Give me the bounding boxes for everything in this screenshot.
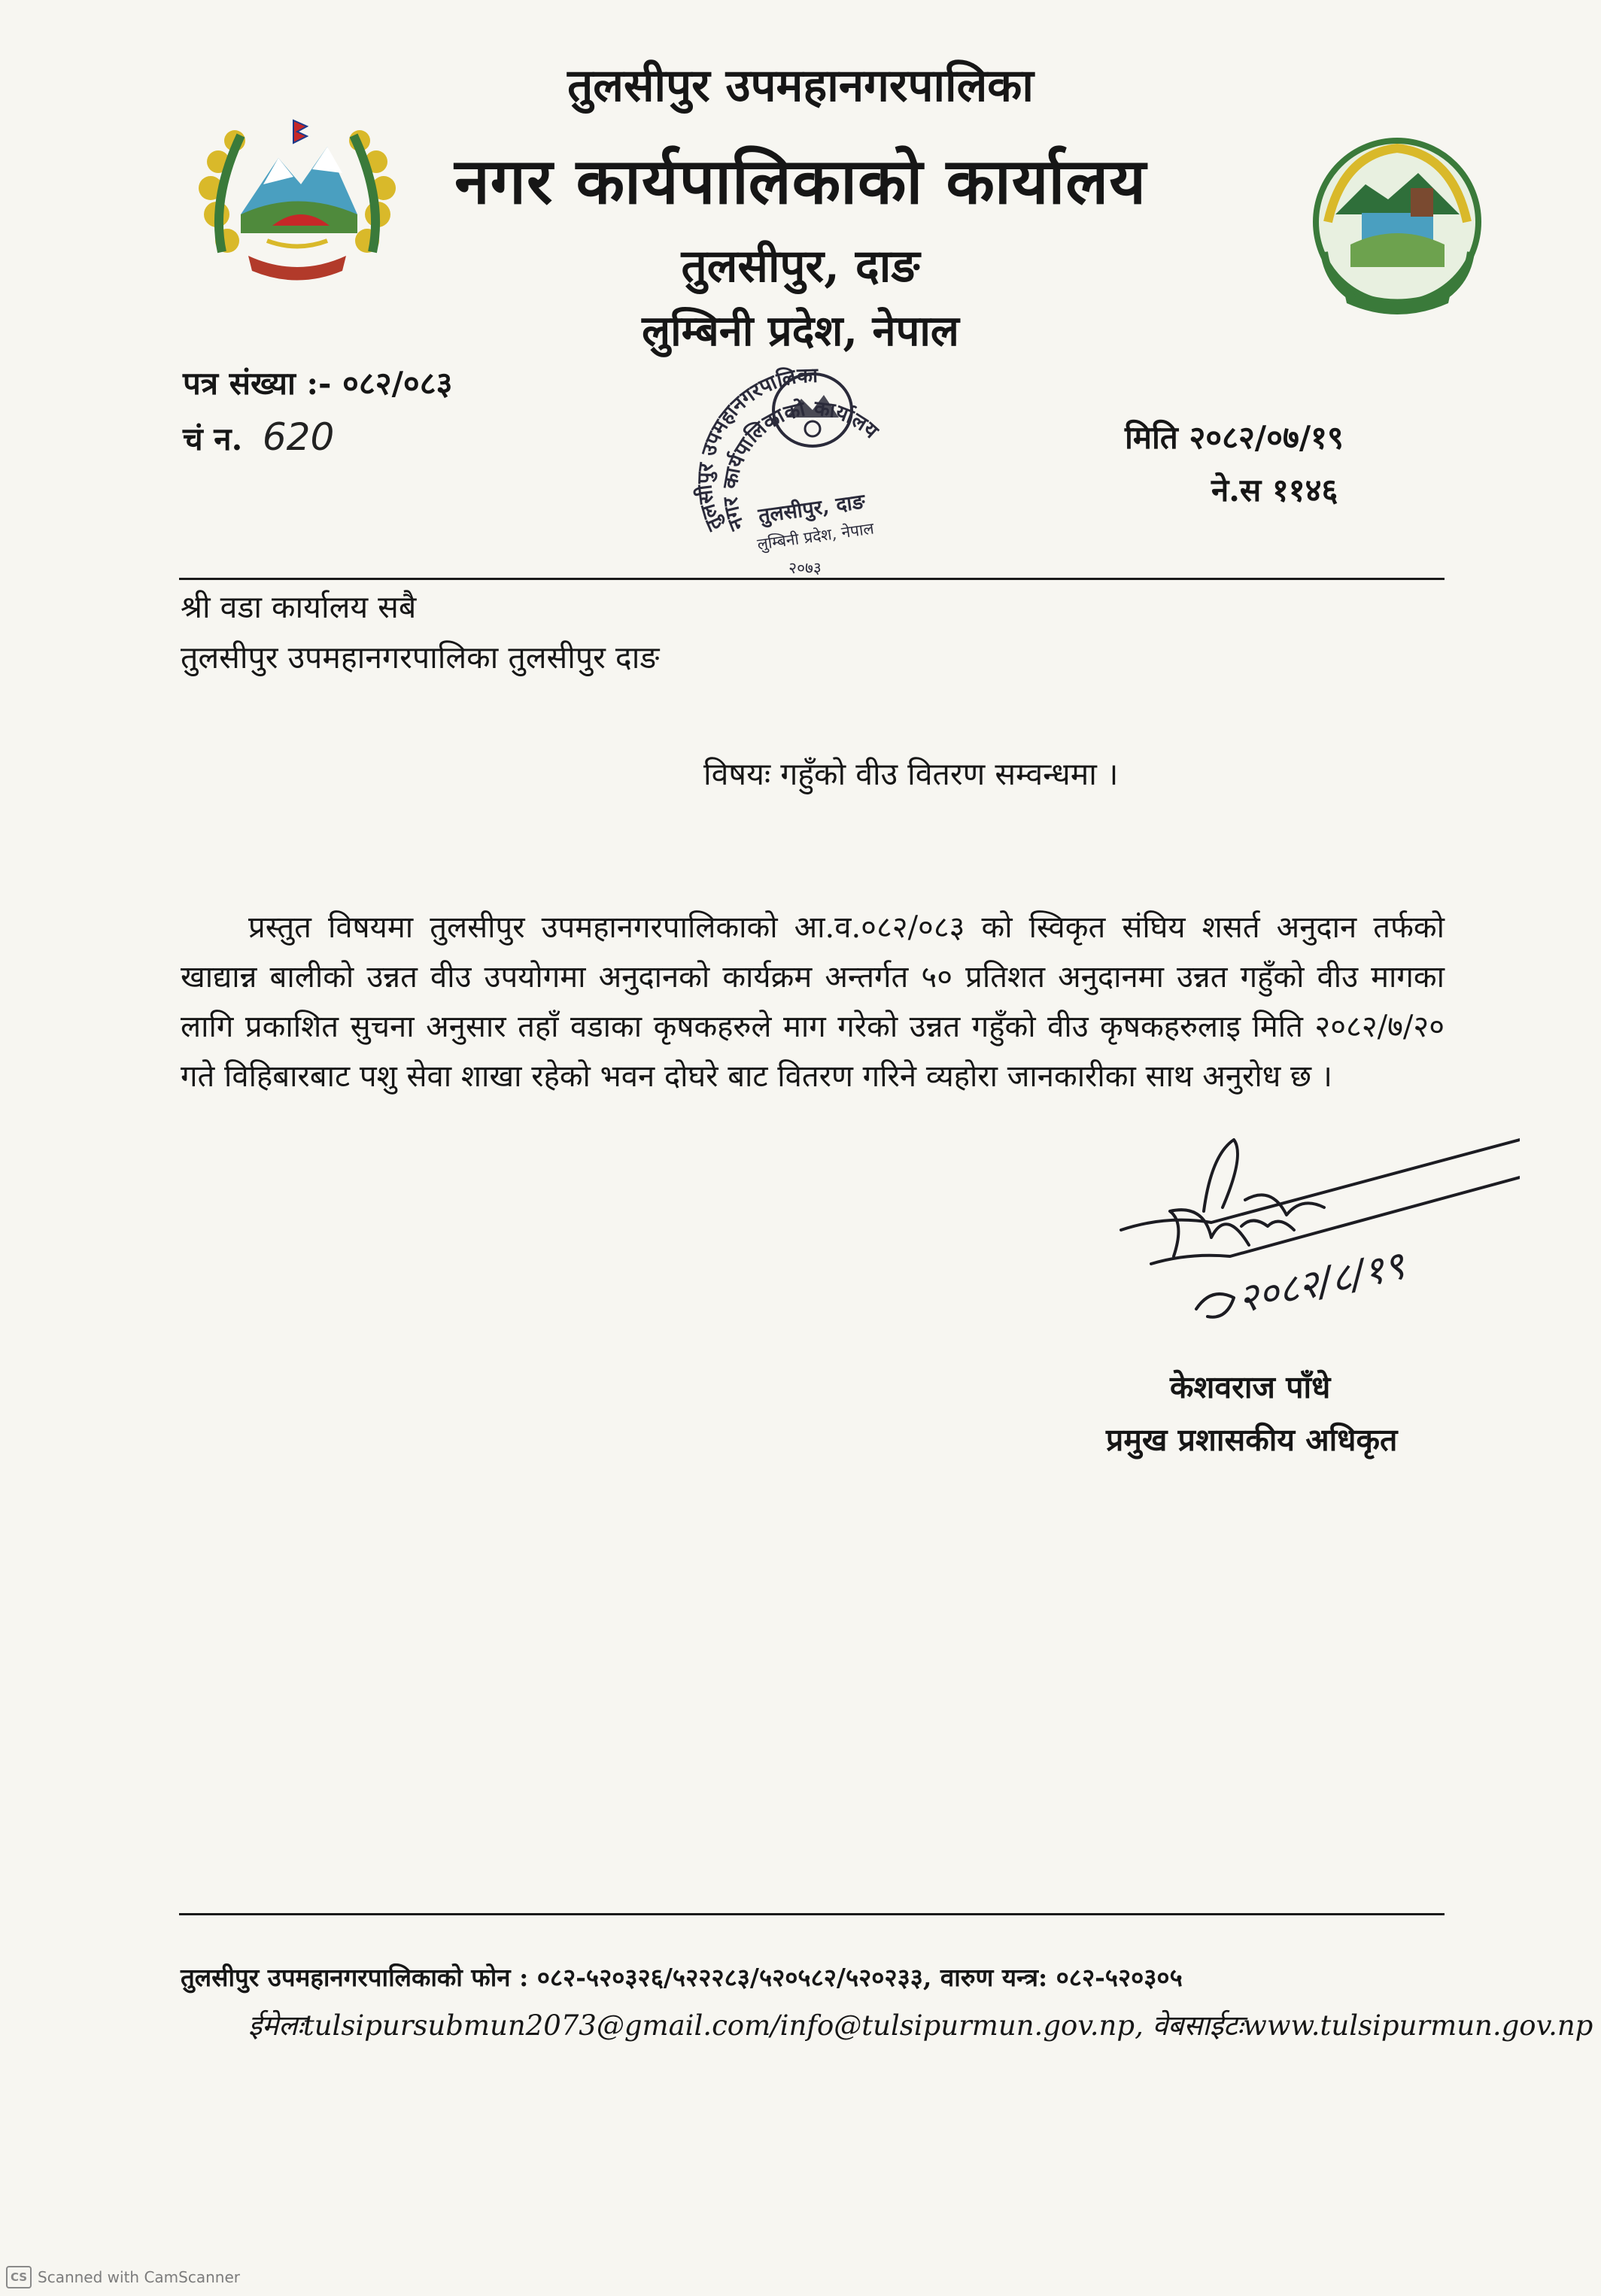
letter-number-value: ०८२/०८३ [342, 365, 453, 402]
addressee-line-1: श्री वडा कार्यालय सबै [181, 589, 417, 625]
stamp-text-province: लुम्बिनी प्रदेश, नेपाल [755, 519, 876, 554]
letter-number [183, 361, 452, 404]
ns-value: ११४६ [1271, 472, 1338, 509]
emblem-ribbon [248, 256, 346, 281]
signatory-title: प्रमुख प्रशासकीय अधिकृत [1106, 1422, 1398, 1458]
office-stamp-icon [681, 354, 952, 587]
office-province: लुम्बिनी प्रदेश, नेपाल [642, 306, 959, 356]
national-emblem-icon [188, 102, 406, 297]
office-city: तुलसीपुर, दाङ [681, 240, 920, 293]
scanner-watermark [6, 2266, 240, 2288]
signatory-name: केशवराज पाँधे [1170, 1369, 1331, 1405]
handwritten-signature-icon [1098, 1125, 1520, 1373]
letter-body: प्रस्तुत विषयमा तुलसीपुर उपमहानगरपालिकाको आ.व.०८२/०८३ को स्विकृत संघिय शसर्त अनुदान तर्फको खाद्यान्न बालीको उन्नत वीउ उपयोगमा अनुदानको कार्यक्रम अन्तर्गत ५० प्रतिशत अनुदानमा उन्नत गहुँको वीउ मागका लागि प्रकाशित सुचना अनुसार तहाँ वडाका कृषकहरुले माग गरेको उन्नत गहुँको वीउ कृषकहरुलाइ मिति २०८२/७/२० गते विहिबारबाट पशु सेवा शाखा रहेको भवन दोघरे बाट वितरण गरिने व्यहोरा जानकारीका साथ अनुरोध छ । [181, 910, 1445, 1094]
letter-date [1125, 415, 1344, 458]
stamp-text-office: नगर कार्यपालिकाको कार्यालय [718, 396, 883, 534]
emblem-flag [293, 120, 307, 143]
date-value: २०८२/०७/१९ [1189, 419, 1344, 456]
signature-date: २०८२/८/१९ [1234, 1243, 1409, 1323]
stamp-text-municipality: तुलसीपुर उपमहानगरपालिका [693, 363, 819, 534]
addressee-line-2: तुलसीपुर उपमहानगरपालिका तुलसीपुर दाङ [181, 639, 660, 676]
municipality-name: तुलसीपुर उपमहानगरपालिका [567, 59, 1034, 112]
camscanner-icon: CS [6, 2266, 32, 2288]
nepal-sambat-year [1211, 468, 1338, 511]
letter-subject: विषयः गहुँको वीउ वितरण सम्वन्धमा । [703, 756, 1119, 792]
date-label: मिति [1125, 419, 1178, 456]
footer-email-website: ईमेलःtulsipursubmun2073@gmail.com/info@tulsipurmun.gov.np, वेबसाईटःwww.tulsipurmun.gov.np [248, 2009, 1593, 2042]
letter-number-label: पत्र संख्या :- [183, 365, 332, 402]
municipality-logo-icon [1298, 124, 1497, 331]
footer-divider [179, 1913, 1445, 1915]
emblem-mountains [241, 147, 357, 233]
scanner-text: Scanned with CamScanner [38, 2268, 240, 2286]
stamp-text-city: तुलसीपुर, दाङ [757, 490, 867, 528]
dispatch-number [183, 415, 334, 460]
stamp-text-year: २०७३ [788, 559, 822, 577]
footer-contact: तुलसीपुर उपमहानगरपालिकाको फोन : ०८२-५२०३२६/५२२२८३/५२०५८२/५२०२३३, वारुण यन्त्र: ०८२-५२०३०५ [181, 1963, 1183, 1992]
dispatch-number-label: चं न. [183, 421, 243, 457]
header-divider [179, 578, 1445, 580]
office-title: नगर कार्यपालिकाको कार्यालय [454, 144, 1147, 218]
ns-label: ने.स [1211, 472, 1262, 509]
dispatch-number-value: 620 [262, 415, 335, 459]
